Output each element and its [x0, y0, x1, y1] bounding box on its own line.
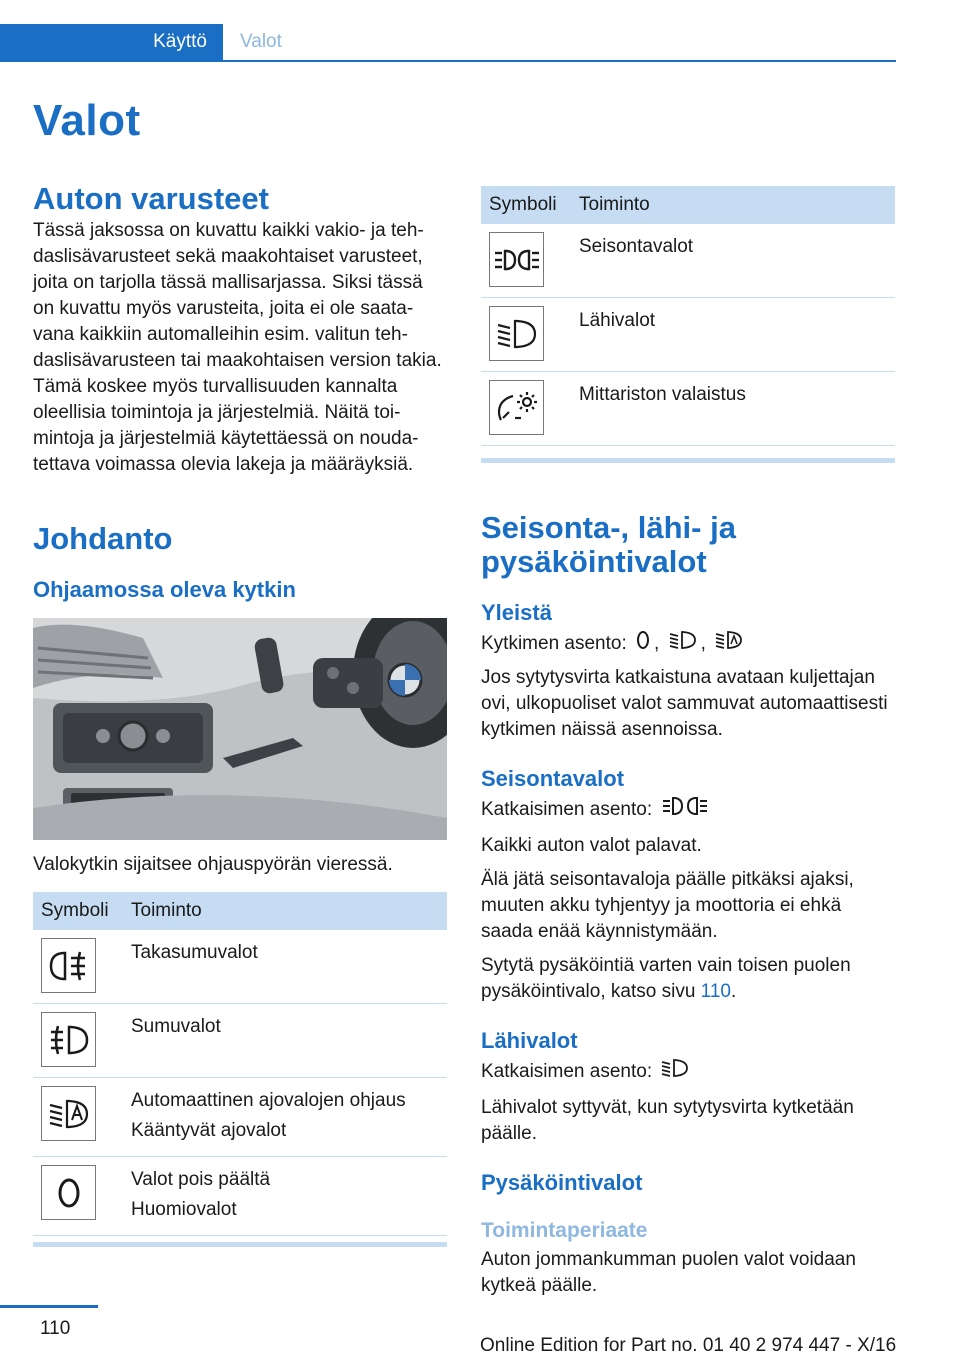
subsection-principle: Toimintaperiaate: [481, 1219, 648, 1242]
function-label: Automaattinen ajovalojen ohjaus: [131, 1090, 406, 1111]
table-row: [481, 372, 895, 446]
column-header-symbol: Symboli: [33, 892, 123, 930]
left-column: [33, 182, 447, 1247]
principle-text: Auton jommankumman puolen valot voidaan kytkeä päälle.: [481, 1249, 856, 1296]
symbol-table-right: [481, 186, 895, 446]
equipment-text: Tässä jaksossa on kuvattu kaikki vakio- ja tehdaslisävarusteet sekä maakohtaiset varusteet, joita on tarjolla tässä mallisarjassa. Siksi tässä on kuvattu myös varusteita, joita ei ole saatavana kaikkiin automalleihin esim. valitun tehdaslisävarusteen tai maakohtaisen version takia. Tämä koskee myös turvallisuuden kannalta oleellisia toimintoja ja järjestelmiä. Näitä toimintoja ja järjestelmiä käytettäessä on noudatettava voimassa olevia lakeja ja määräyksiä.: [33, 220, 442, 475]
front-fog-light-icon: [41, 1012, 96, 1067]
column-header-function: Toiminto: [123, 892, 447, 930]
switch-positions-line: Kytkimen asento: , ,: [481, 629, 895, 659]
table-end-rule: [33, 1242, 447, 1247]
table-end-rule: [481, 458, 895, 463]
rear-fog-light-icon: [41, 938, 96, 993]
function-label: Lähivalot: [579, 310, 656, 331]
low-beam-icon: [669, 629, 697, 659]
edition-text: Online Edition for Part no. 01 40 2 974 447 - X/16: [480, 1335, 897, 1356]
page-reference-link[interactable]: 110: [700, 981, 731, 1002]
page-title: Valot: [33, 96, 141, 145]
table-row: [481, 224, 895, 298]
section-tab[interactable]: Valot: [240, 31, 282, 52]
subsection-low-beam: Lähivalot: [481, 1028, 578, 1053]
column-header-symbol: Symboli: [481, 186, 571, 224]
lights-off-icon: [41, 1165, 96, 1220]
function-label: Seisontavalot: [579, 236, 694, 257]
function-label: Kääntyvät ajovalot: [131, 1120, 287, 1141]
section-title-intro: Johdanto: [33, 521, 173, 556]
symbol-table-left: [33, 892, 447, 1236]
low-beam-icon: [489, 306, 544, 361]
subsection-switch: Ohjaamossa oleva kytkin: [33, 577, 296, 602]
section-title-lights: Seisonta-, lähi- ja pysäköintivalot: [481, 510, 736, 579]
table-row: [481, 298, 895, 372]
function-label: Valot pois päältä: [131, 1169, 271, 1190]
function-label: Takasumuvalot: [131, 942, 258, 963]
table-row: [33, 1078, 447, 1157]
subsection-parking-lights: Seisontavalot: [481, 766, 625, 791]
switch-caption: Valokytkin sijaitsee ohjauspyörän vieressä.: [33, 854, 393, 875]
footer-rule: [0, 1305, 98, 1308]
section-title-equipment: Auton varusteet: [33, 181, 269, 216]
chapter-tab[interactable]: Käyttö: [0, 24, 223, 60]
auto-headlight-icon: [715, 629, 743, 659]
parking-text-1: Kaikki auton valot palavat.: [481, 835, 702, 856]
general-text: Jos sytytysvirta katkaistuna avataan kuljettajan ovi, ulkopuoliset valot sammuvat automaattisesti kytkimen näissä asennoissa.: [481, 667, 888, 740]
instrument-lighting-icon: [489, 380, 544, 435]
parking-light-icon: [661, 795, 709, 825]
low-beam-switch-line: Katkaisimen asento:: [481, 1057, 895, 1087]
page-number: 110: [40, 1318, 71, 1339]
table-row: [33, 1157, 447, 1236]
subsection-parking-lamps: Pysäköintivalot: [481, 1170, 643, 1195]
subsection-general: Yleistä: [481, 600, 552, 625]
table-row: [33, 1004, 447, 1078]
parking-switch-line: Katkaisimen asento:: [481, 795, 895, 825]
low-beam-icon: [661, 1057, 689, 1087]
right-column: [481, 186, 895, 1299]
function-label: Huomiovalot: [131, 1199, 237, 1220]
page-header: [0, 24, 896, 62]
table-row: [33, 930, 447, 1004]
function-label: Mittariston valaistus: [579, 384, 746, 405]
lights-off-icon: [636, 629, 650, 659]
function-label: Sumuvalot: [131, 1016, 221, 1037]
parking-text-2: Älä jätä seisontavaloja päälle pitkäksi ajaksi, muuten akku tyhjentyy ja moottoria ei ehkä saada enää käynnistymään.: [481, 869, 854, 942]
dashboard-photo: [33, 618, 447, 840]
parking-light-icon: [489, 232, 544, 287]
column-header-function: Toiminto: [571, 186, 895, 224]
auto-headlight-icon: [41, 1086, 96, 1141]
low-beam-text: Lähivalot syttyvät, kun sytytysvirta kytketään päälle.: [481, 1097, 854, 1144]
parking-text-3: Sytytä pysäköintiä varten vain toisen puolen pysäköintivalo, katso sivu 110.: [481, 955, 851, 1002]
